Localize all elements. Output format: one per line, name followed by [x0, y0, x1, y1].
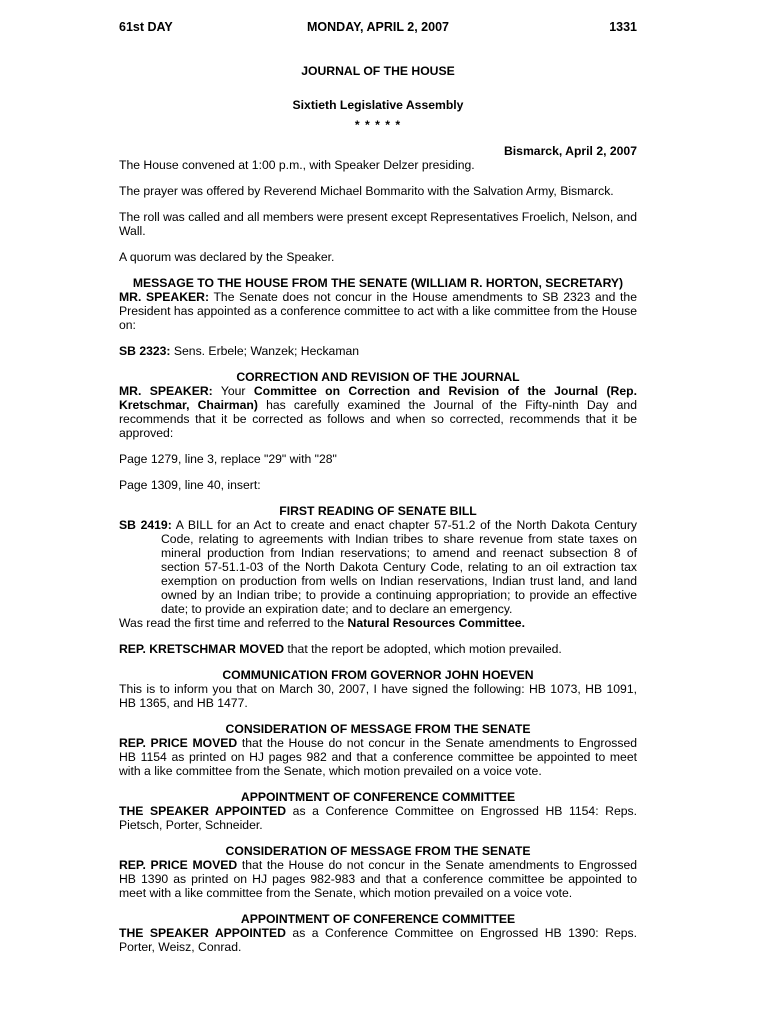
appointment-paragraph-1: THE SPEAKER APPOINTED as a Conference Committee on Engrossed HB 1154: Reps. Pietsch, Porter, Schneider.: [119, 804, 637, 832]
prayer-paragraph: The prayer was offered by Reverend Michael Bommarito with the Salvation Army, Bismarck.: [119, 184, 614, 198]
running-header: [119, 20, 637, 36]
motion-lead: THE SPEAKER APPOINTED: [119, 926, 286, 940]
header-date: MONDAY, APRIL 2, 2007: [307, 20, 449, 34]
first-reading-heading: FIRST READING OF SENATE BILL: [279, 504, 477, 518]
speaker-lead: MR. SPEAKER:: [119, 384, 213, 398]
committee-name: Committee on Correction and Revision of the Journal (Rep. Kretschmar, Chairman): [119, 384, 637, 412]
consideration-heading-1: CONSIDERATION OF MESSAGE FROM THE SENATE: [225, 722, 531, 736]
correction-heading: CORRECTION AND REVISION OF THE JOURNAL: [236, 370, 520, 384]
assembly-title: Sixtieth Legislative Assembly: [292, 98, 464, 112]
bill-label: SB 2419:: [119, 518, 172, 532]
consideration-heading-2: CONSIDERATION OF MESSAGE FROM THE SENATE: [225, 844, 531, 858]
bill-label: SB 2323:: [119, 344, 171, 358]
journal-title: JOURNAL OF THE HOUSE: [301, 64, 455, 78]
senate-message-heading: MESSAGE TO THE HOUSE FROM THE SENATE (WILLIAM R. HORTON, SECRETARY): [132, 276, 624, 290]
appointment-paragraph-2: THE SPEAKER APPOINTED as a Conference Committee on Engrossed HB 1390: Reps. Porter, Weisz, Conrad.: [119, 926, 637, 954]
sb2419-bill-text: SB 2419: A BILL for an Act to create and enact chapter 57-51.2 of the North Dakota Century Code, relating to agreements with Indian tribes to share revenue from state taxes on mineral production from Indian reservations; to amend and reenact subsection 8 of section 57-51.1-03 of the North Dakota Century Code, relating to an oil extraction tax exemption on production from wells on Indian reservations, Indian trust land, and land owned by an Indian tribe; to provide a continuing appropriation; to provide an effective date; to provide an expiration date; and to declare an emergency.: [119, 518, 637, 616]
motion-lead: REP. PRICE MOVED: [119, 858, 238, 872]
section-divider-stars: * * * * *: [354, 118, 402, 132]
roll-call-paragraph: The roll was called and all members were present except Representatives Froelich, Nelson, and Wall.: [119, 210, 637, 238]
page-number: 1331: [609, 20, 637, 34]
governor-paragraph: This is to inform you that on March 30, 2007, I have signed the following: HB 1073, HB 1091, HB 1365, and HB 1477.: [119, 682, 637, 710]
correction-line-1: Page 1279, line 3, replace "29" with "28": [119, 452, 337, 466]
senate-message-paragraph: MR. SPEAKER: The Senate does not concur in the House amendments to SB 2323 and the President has appointed as a conference committee to act with a like committee from the House on:: [119, 290, 637, 332]
correction-paragraph: MR. SPEAKER: Your Committee on Correction and Revision of the Journal (Rep. Kretschmar, Chairman) has carefully examined the Journal of the Fifty-ninth Day and recommends that it be corrected as follows and when so corrected, recommends that it be approved:: [119, 384, 637, 440]
convened-paragraph: The House convened at 1:00 p.m., with Speaker Delzer presiding.: [119, 158, 475, 172]
consideration-paragraph-1: REP. PRICE MOVED that the House do not concur in the Senate amendments to Engrossed HB 1154 as printed on HJ pages 982 and that a conference committee be appointed to meet with a like committee from the Senate, which motion prevailed on a voice vote.: [119, 736, 637, 778]
motion-lead: THE SPEAKER APPOINTED: [119, 804, 287, 818]
sb2323-members: SB 2323: Sens. Erbele; Wanzek; Heckaman: [119, 344, 360, 358]
consideration-paragraph-2: REP. PRICE MOVED that the House do not concur in the Senate amendments to Engrossed HB 1390 as printed on HJ pages 982-983 and that a conference committee be appointed to meet with a like committee from the Senate, which motion prevailed on a voice vote.: [119, 858, 637, 900]
journal-page: [119, 20, 637, 966]
governor-heading: COMMUNICATION FROM GOVERNOR JOHN HOEVEN: [222, 668, 534, 682]
speaker-lead: MR. SPEAKER:: [119, 290, 210, 304]
motion-lead: REP. PRICE MOVED: [119, 736, 238, 750]
appointment-heading-1: APPOINTMENT OF CONFERENCE COMMITTEE: [240, 790, 516, 804]
quorum-paragraph: A quorum was declared by the Speaker.: [119, 250, 335, 264]
appointment-heading-2: APPOINTMENT OF CONFERENCE COMMITTEE: [240, 912, 516, 926]
dateline: Bismarck, April 2, 2007: [503, 144, 637, 158]
correction-line-2: Page 1309, line 40, insert:: [119, 478, 261, 492]
motion-lead: REP. KRETSCHMAR MOVED: [119, 642, 284, 656]
referral-paragraph: Was read the first time and referred to the Natural Resources Committee.: [119, 616, 525, 630]
kretschmar-motion: REP. KRETSCHMAR MOVED that the report be adopted, which motion prevailed.: [119, 642, 562, 656]
committee-name: Natural Resources Committee.: [347, 616, 525, 630]
legislative-day: 61st DAY: [119, 20, 173, 34]
